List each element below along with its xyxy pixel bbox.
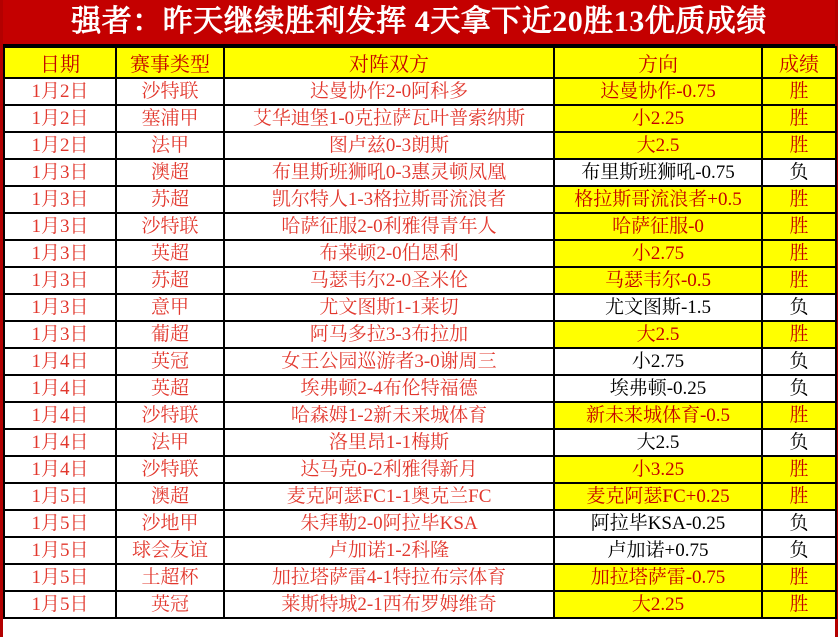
direction-cell: 尤文图斯-1.5 — [554, 294, 762, 321]
direction-cell: 哈萨征服-0 — [554, 213, 762, 240]
date-cell: 1月3日 — [4, 294, 116, 321]
table-row — [4, 402, 836, 429]
date-cell: 1月5日 — [4, 537, 116, 564]
match-cell: 哈萨征服2-0利雅得青年人 — [224, 213, 554, 240]
match-cell: 卢加诺1-2科隆 — [224, 537, 554, 564]
result-cell: 负 — [762, 348, 836, 375]
result-cell: 负 — [762, 375, 836, 402]
league-cell: 球会友谊 — [116, 537, 224, 564]
date-cell: 1月5日 — [4, 483, 116, 510]
table-row — [4, 537, 836, 564]
date-cell: 1月2日 — [4, 132, 116, 159]
league-cell: 法甲 — [116, 132, 224, 159]
match-cell: 加拉塔萨雷4-1特拉布宗体育 — [224, 564, 554, 591]
match-cell: 达马克0-2利雅得新月 — [224, 456, 554, 483]
table-row — [4, 321, 836, 348]
result-cell: 胜 — [762, 591, 836, 618]
direction-cell: 达曼协作-0.75 — [554, 78, 762, 105]
date-cell: 1月5日 — [4, 591, 116, 618]
result-cell: 胜 — [762, 78, 836, 105]
table-row — [4, 186, 836, 213]
date-cell: 1月4日 — [4, 375, 116, 402]
league-cell: 沙特联 — [116, 456, 224, 483]
match-cell: 朱拜勒2-0阿拉毕KSA — [224, 510, 554, 537]
league-cell: 意甲 — [116, 294, 224, 321]
date-cell: 1月5日 — [4, 510, 116, 537]
result-cell: 胜 — [762, 105, 836, 132]
match-cell: 布里斯班狮吼0-3惠灵顿凤凰 — [224, 159, 554, 186]
direction-cell: 阿拉毕KSA-0.25 — [554, 510, 762, 537]
date-cell: 1月3日 — [4, 159, 116, 186]
date-cell: 1月4日 — [4, 456, 116, 483]
header-row — [4, 47, 836, 78]
direction-cell: 大2.5 — [554, 321, 762, 348]
table-row — [4, 240, 836, 267]
league-cell: 英超 — [116, 375, 224, 402]
direction-cell: 小2.75 — [554, 240, 762, 267]
date-cell: 1月2日 — [4, 78, 116, 105]
date-cell: 1月4日 — [4, 348, 116, 375]
result-cell: 胜 — [762, 240, 836, 267]
date-cell: 1月3日 — [4, 267, 116, 294]
league-cell: 英超 — [116, 240, 224, 267]
match-cell: 图卢兹0-3朗斯 — [224, 132, 554, 159]
direction-cell: 小3.25 — [554, 456, 762, 483]
match-cell: 哈森姆1-2新未来城体育 — [224, 402, 554, 429]
date-cell: 1月3日 — [4, 186, 116, 213]
match-cell: 艾华迪堡1-0克拉萨瓦叶普索纳斯 — [224, 105, 554, 132]
match-cell: 马瑟韦尔2-0圣米伦 — [224, 267, 554, 294]
result-cell: 胜 — [762, 186, 836, 213]
date-cell: 1月3日 — [4, 240, 116, 267]
date-cell: 1月2日 — [4, 105, 116, 132]
match-cell: 女王公园巡游者3-0谢周三 — [224, 348, 554, 375]
date-cell: 1月5日 — [4, 564, 116, 591]
league-cell: 苏超 — [116, 267, 224, 294]
page-title: 强者：昨天继续胜利发挥 4天拿下近20胜13优质成绩 — [3, 0, 835, 46]
direction-cell: 麦克阿瑟FC+0.25 — [554, 483, 762, 510]
direction-cell: 格拉斯哥流浪者+0.5 — [554, 186, 762, 213]
direction-cell: 埃弗顿-0.25 — [554, 375, 762, 402]
direction-cell: 大2.5 — [554, 132, 762, 159]
date-cell: 1月4日 — [4, 429, 116, 456]
table-row — [4, 132, 836, 159]
league-cell: 英冠 — [116, 348, 224, 375]
direction-cell: 新未来城体育-0.5 — [554, 402, 762, 429]
league-cell: 苏超 — [116, 186, 224, 213]
direction-cell: 大2.25 — [554, 591, 762, 618]
match-cell: 埃弗顿2-4布伦特福德 — [224, 375, 554, 402]
table-row — [4, 267, 836, 294]
direction-cell: 小2.25 — [554, 105, 762, 132]
result-cell: 胜 — [762, 213, 836, 240]
league-cell: 塞浦甲 — [116, 105, 224, 132]
table-row — [4, 213, 836, 240]
column-header-direction: 方向 — [554, 47, 762, 78]
result-cell: 胜 — [762, 132, 836, 159]
league-cell: 沙特联 — [116, 402, 224, 429]
table-row — [4, 429, 836, 456]
result-cell: 负 — [762, 159, 836, 186]
match-cell: 布莱顿2-0伯恩利 — [224, 240, 554, 267]
result-cell: 胜 — [762, 402, 836, 429]
match-cell: 洛里昂1-1梅斯 — [224, 429, 554, 456]
match-cell: 达曼协作2-0阿科多 — [224, 78, 554, 105]
column-header-league: 赛事类型 — [116, 47, 224, 78]
result-cell: 胜 — [762, 456, 836, 483]
direction-cell: 马瑟韦尔-0.5 — [554, 267, 762, 294]
league-cell: 沙地甲 — [116, 510, 224, 537]
table-row — [4, 78, 836, 105]
league-cell: 葡超 — [116, 321, 224, 348]
result-cell: 负 — [762, 510, 836, 537]
table-row — [4, 159, 836, 186]
league-cell: 沙特联 — [116, 213, 224, 240]
league-cell: 澳超 — [116, 159, 224, 186]
match-cell: 凯尔特人1-3格拉斯哥流浪者 — [224, 186, 554, 213]
table-row — [4, 294, 836, 321]
match-cell: 阿马多拉3-3布拉加 — [224, 321, 554, 348]
direction-cell: 小2.75 — [554, 348, 762, 375]
column-header-result: 成绩 — [762, 47, 836, 78]
match-cell: 莱斯特城2-1西布罗姆维奇 — [224, 591, 554, 618]
league-cell: 法甲 — [116, 429, 224, 456]
result-cell: 负 — [762, 294, 836, 321]
result-cell: 胜 — [762, 564, 836, 591]
date-cell: 1月3日 — [4, 321, 116, 348]
match-cell: 麦克阿瑟FC1-1奥克兰FC — [224, 483, 554, 510]
table-row — [4, 483, 836, 510]
result-cell: 负 — [762, 429, 836, 456]
league-cell: 澳超 — [116, 483, 224, 510]
table-row — [4, 591, 836, 618]
league-cell: 沙特联 — [116, 78, 224, 105]
direction-cell: 大2.5 — [554, 429, 762, 456]
direction-cell: 布里斯班狮吼-0.75 — [554, 159, 762, 186]
results-table — [3, 46, 837, 619]
date-cell: 1月3日 — [4, 213, 116, 240]
table-row — [4, 375, 836, 402]
result-cell: 胜 — [762, 483, 836, 510]
direction-cell: 卢加诺+0.75 — [554, 537, 762, 564]
table-row — [4, 348, 836, 375]
column-header-date: 日期 — [4, 47, 116, 78]
result-cell: 负 — [762, 537, 836, 564]
result-cell: 胜 — [762, 321, 836, 348]
match-cell: 尤文图斯1-1莱切 — [224, 294, 554, 321]
table-row — [4, 456, 836, 483]
table-row — [4, 564, 836, 591]
league-cell: 土超杯 — [116, 564, 224, 591]
column-header-match: 对阵双方 — [224, 47, 554, 78]
league-cell: 英冠 — [116, 591, 224, 618]
date-cell: 1月4日 — [4, 402, 116, 429]
direction-cell: 加拉塔萨雷-0.75 — [554, 564, 762, 591]
result-cell: 胜 — [762, 267, 836, 294]
table-row — [4, 510, 836, 537]
table-body — [4, 78, 836, 618]
table-row — [4, 105, 836, 132]
